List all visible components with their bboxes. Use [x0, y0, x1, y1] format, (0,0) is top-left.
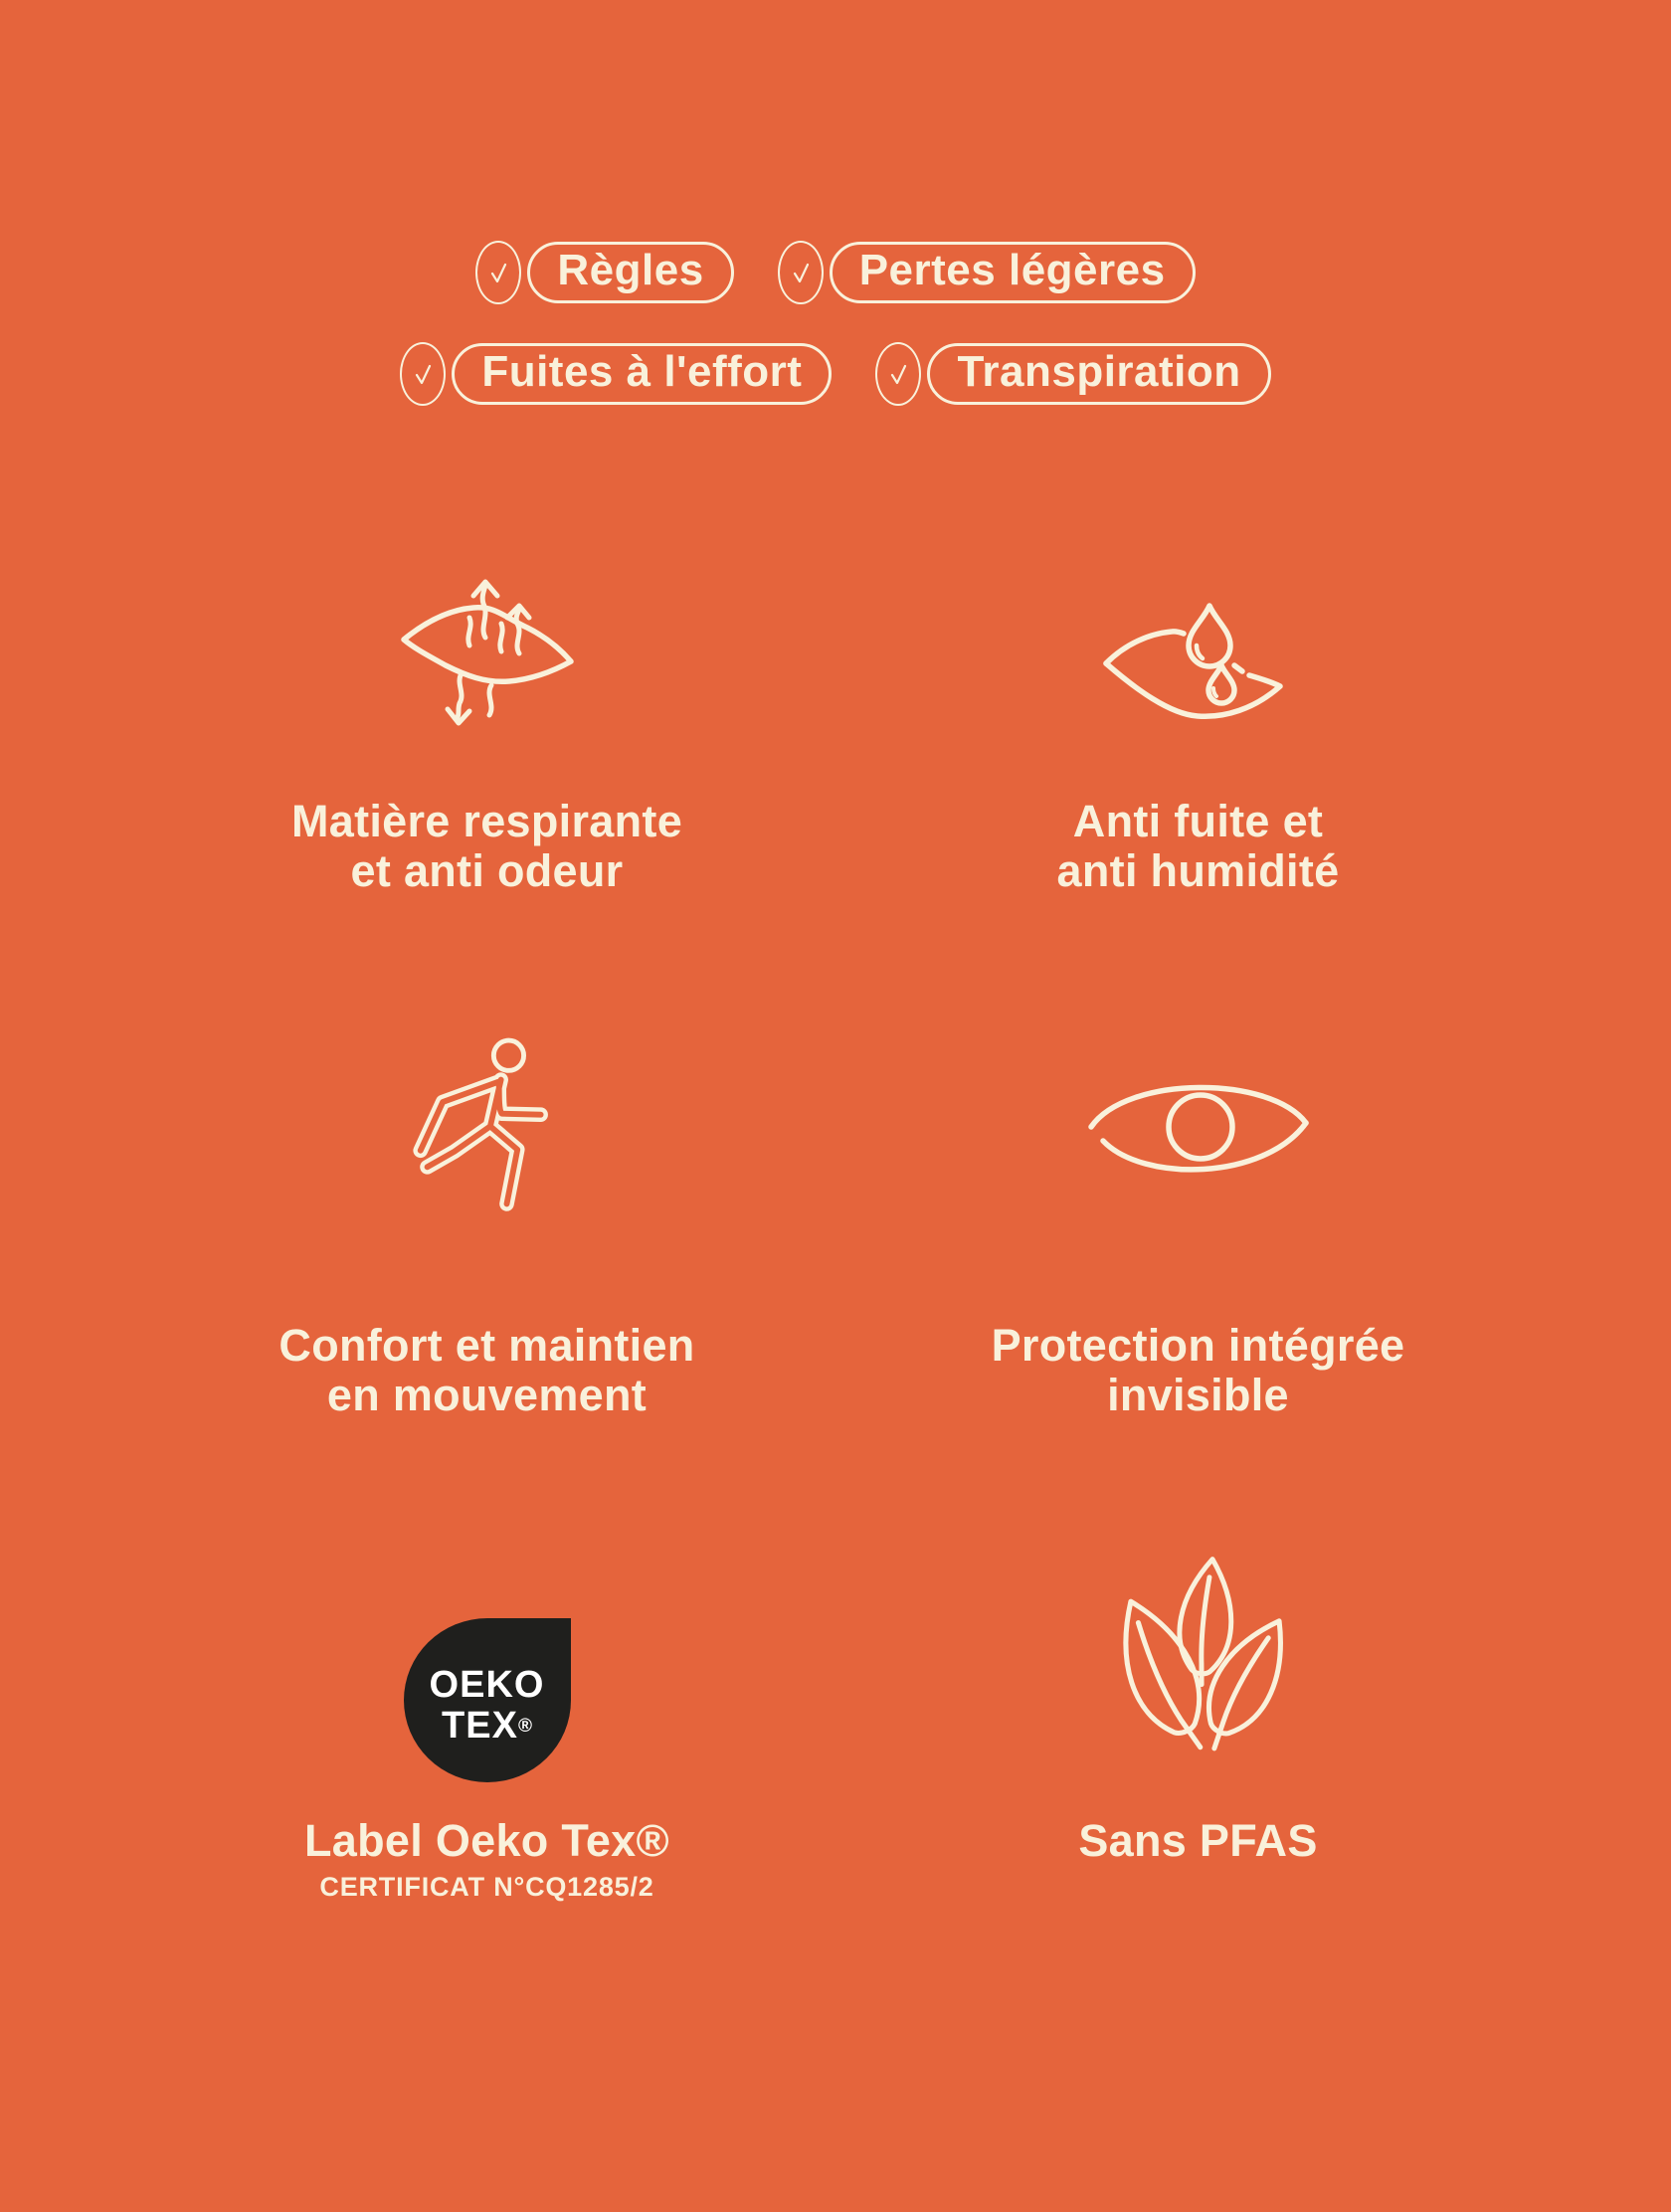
feature-row-2	[131, 1025, 1554, 1420]
caption-line: invisible	[1107, 1370, 1289, 1420]
tag-pill	[830, 242, 1196, 303]
feature-anti-leak	[842, 567, 1554, 896]
caption-line: anti humidité	[1056, 845, 1340, 896]
tag-label: Règles	[557, 246, 704, 294]
check-icon	[475, 241, 521, 304]
caption-line: Sans PFAS	[1078, 1815, 1318, 1866]
feature-caption	[1057, 797, 1340, 896]
tag-fuites-effort	[400, 342, 832, 406]
registered-mark: ®	[517, 1715, 532, 1737]
feature-breathable	[131, 567, 842, 896]
feature-comfort	[131, 1025, 842, 1420]
tag-pill	[527, 242, 733, 303]
check-icon	[400, 342, 446, 406]
tag-pill	[927, 343, 1270, 405]
cert-caption	[1078, 1816, 1317, 1866]
check-icon	[875, 342, 921, 406]
tag-pill	[452, 343, 832, 405]
feature-caption	[291, 797, 682, 896]
cert-oeko-tex	[131, 1534, 842, 1903]
oeko-tex-badge	[404, 1618, 571, 1782]
caption-line: Label Oeko Tex®	[304, 1815, 669, 1866]
certificate-number: CERTIFICAT N°CQ1285/2	[319, 1872, 654, 1902]
tag-transpiration	[875, 342, 1270, 406]
cert-caption	[304, 1816, 669, 1903]
caption-line: Matière respirante	[290, 796, 683, 846]
caption-line: Anti fuite et	[1072, 796, 1324, 846]
caption-line: Confort et maintien	[278, 1320, 695, 1371]
feature-caption	[992, 1321, 1405, 1420]
feature-protection	[842, 1025, 1554, 1420]
eye-icon	[1079, 1049, 1318, 1197]
leaves-icon	[1089, 1534, 1308, 1782]
tags-section	[0, 0, 1671, 406]
check-icon	[778, 241, 824, 304]
feature-row-1	[131, 567, 1554, 896]
tag-row-1	[0, 241, 1671, 304]
tag-label: Transpiration	[957, 347, 1241, 396]
badge-line: TEX®	[442, 1704, 532, 1747]
caption-line: en mouvement	[326, 1370, 648, 1420]
feature-caption	[278, 1321, 694, 1420]
breathable-fabric-icon	[388, 570, 587, 759]
anti-leak-drops-icon	[1092, 590, 1305, 739]
certification-row	[131, 1534, 1554, 1903]
tag-regles	[475, 241, 733, 304]
caption-line: et anti odeur	[350, 845, 624, 896]
tag-label: Fuites à l'effort	[481, 347, 803, 396]
running-person-icon	[405, 1025, 570, 1219]
tag-pertes-legeres	[778, 241, 1196, 304]
tag-label: Pertes légères	[858, 246, 1166, 294]
tag-row-2	[0, 342, 1671, 406]
badge-line: OEKO	[429, 1663, 545, 1706]
cert-sans-pfas	[842, 1534, 1554, 1903]
caption-line: Protection intégrée	[991, 1320, 1405, 1371]
